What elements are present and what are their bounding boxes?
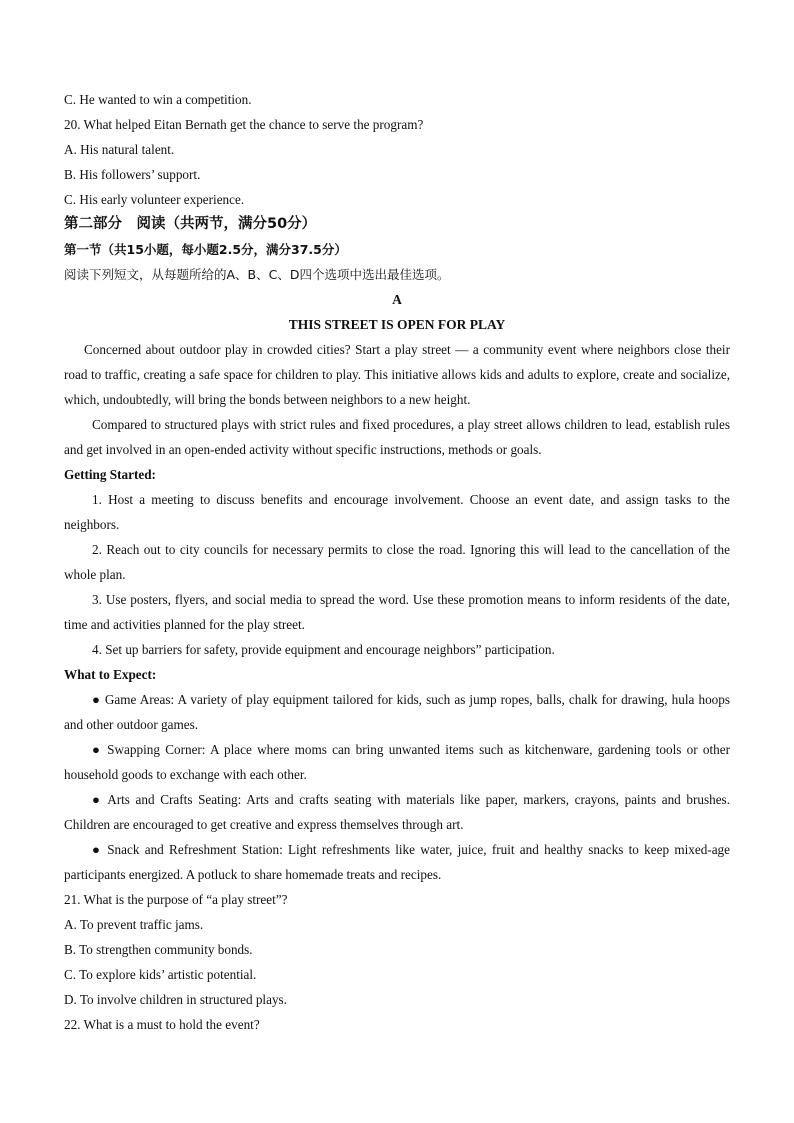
expect-snack-station: ● Snack and Refreshment Station: Light refreshments like water, juice, fruit and healthy snacks to keep mixed-age participants energized. A potluck to share homemade treats and recipes. [64, 842, 730, 882]
option-20c: C. His early volunteer experience. [64, 192, 245, 207]
question-21: 21. What is the purpose of “a play street”? [64, 892, 288, 907]
step-4: 4. Set up barriers for safety, provide equipment and encourage neighbors” participation. [92, 642, 555, 657]
option-21a: A. To prevent traffic jams. [64, 917, 204, 932]
passage-title: THIS STREET IS OPEN FOR PLAY [288, 317, 506, 332]
step-2: 2. Reach out to city councils for necessary permits to close the road. Ignoring this will lead to the cancellation of the whole plan. [64, 542, 730, 582]
what-to-expect-heading: What to Expect: [64, 667, 157, 682]
exam-page [64, 87, 730, 1037]
passage-paragraph-1: Concerned about outdoor play in crowded cities? Start a play street — a community event where neighbors close their road to traffic, creating a safe space for children to play. This initiative allows kids and adults to explore, create and socialize, which, undoubtedly, will bring the bonds between neighbors to a new height. [64, 342, 730, 407]
getting-started-heading: Getting Started: [64, 467, 156, 482]
section-one-heading: 第一节（共15小题，每小题2.5分，满分37.5分） [64, 242, 347, 257]
passage-paragraph-2: Compared to structured plays with strict rules and fixed procedures, a play street allows children to lead, establish rules and get involved in an open-ended activity without specific instructions, methods or goals. [64, 417, 730, 457]
option-21b: B. To strengthen community bonds. [64, 942, 253, 957]
step-3: 3. Use posters, flyers, and social media to spread the word. Use these promotion means to inform residents of the date, time and activities planned for the play street. [64, 592, 730, 632]
expect-arts-crafts: ● Arts and Crafts Seating: Arts and crafts seating with materials like paper, markers, crayons, paints and brushes. Children are encouraged to get creative and express themselves through art. [64, 792, 730, 832]
option-21c: C. To explore kids’ artistic potential. [64, 967, 257, 982]
step-1: 1. Host a meeting to discuss benefits and encourage involvement. Choose an event date, and assign tasks to the neighbors. [64, 492, 730, 532]
expect-swapping-corner: ● Swapping Corner: A place where moms can bring unwanted items such as kitchenware, gardening tools or other household goods to exchange with each other. [64, 742, 730, 782]
option-20a: A. His natural talent. [64, 142, 175, 157]
option-19c: C. He wanted to win a competition. [64, 92, 252, 107]
section-part-two-heading: 第二部分 阅读（共两节，满分50分） [64, 216, 317, 232]
expect-game-areas: ● Game Areas: A variety of play equipment tailored for kids, such as jump ropes, balls, chalk for drawing, hula hoops and other outdoor games. [64, 692, 730, 732]
reading-instruction: 阅读下列短文，从每题所给的A、B、C、D四个选项中选出最佳选项。 [64, 267, 450, 282]
passage-letter: A [392, 292, 402, 307]
option-21d: D. To involve children in structured plays. [64, 992, 287, 1007]
question-20: 20. What helped Eitan Bernath get the chance to serve the program? [64, 117, 424, 132]
option-20b: B. His followers’ support. [64, 167, 201, 182]
question-22: 22. What is a must to hold the event? [64, 1017, 260, 1032]
